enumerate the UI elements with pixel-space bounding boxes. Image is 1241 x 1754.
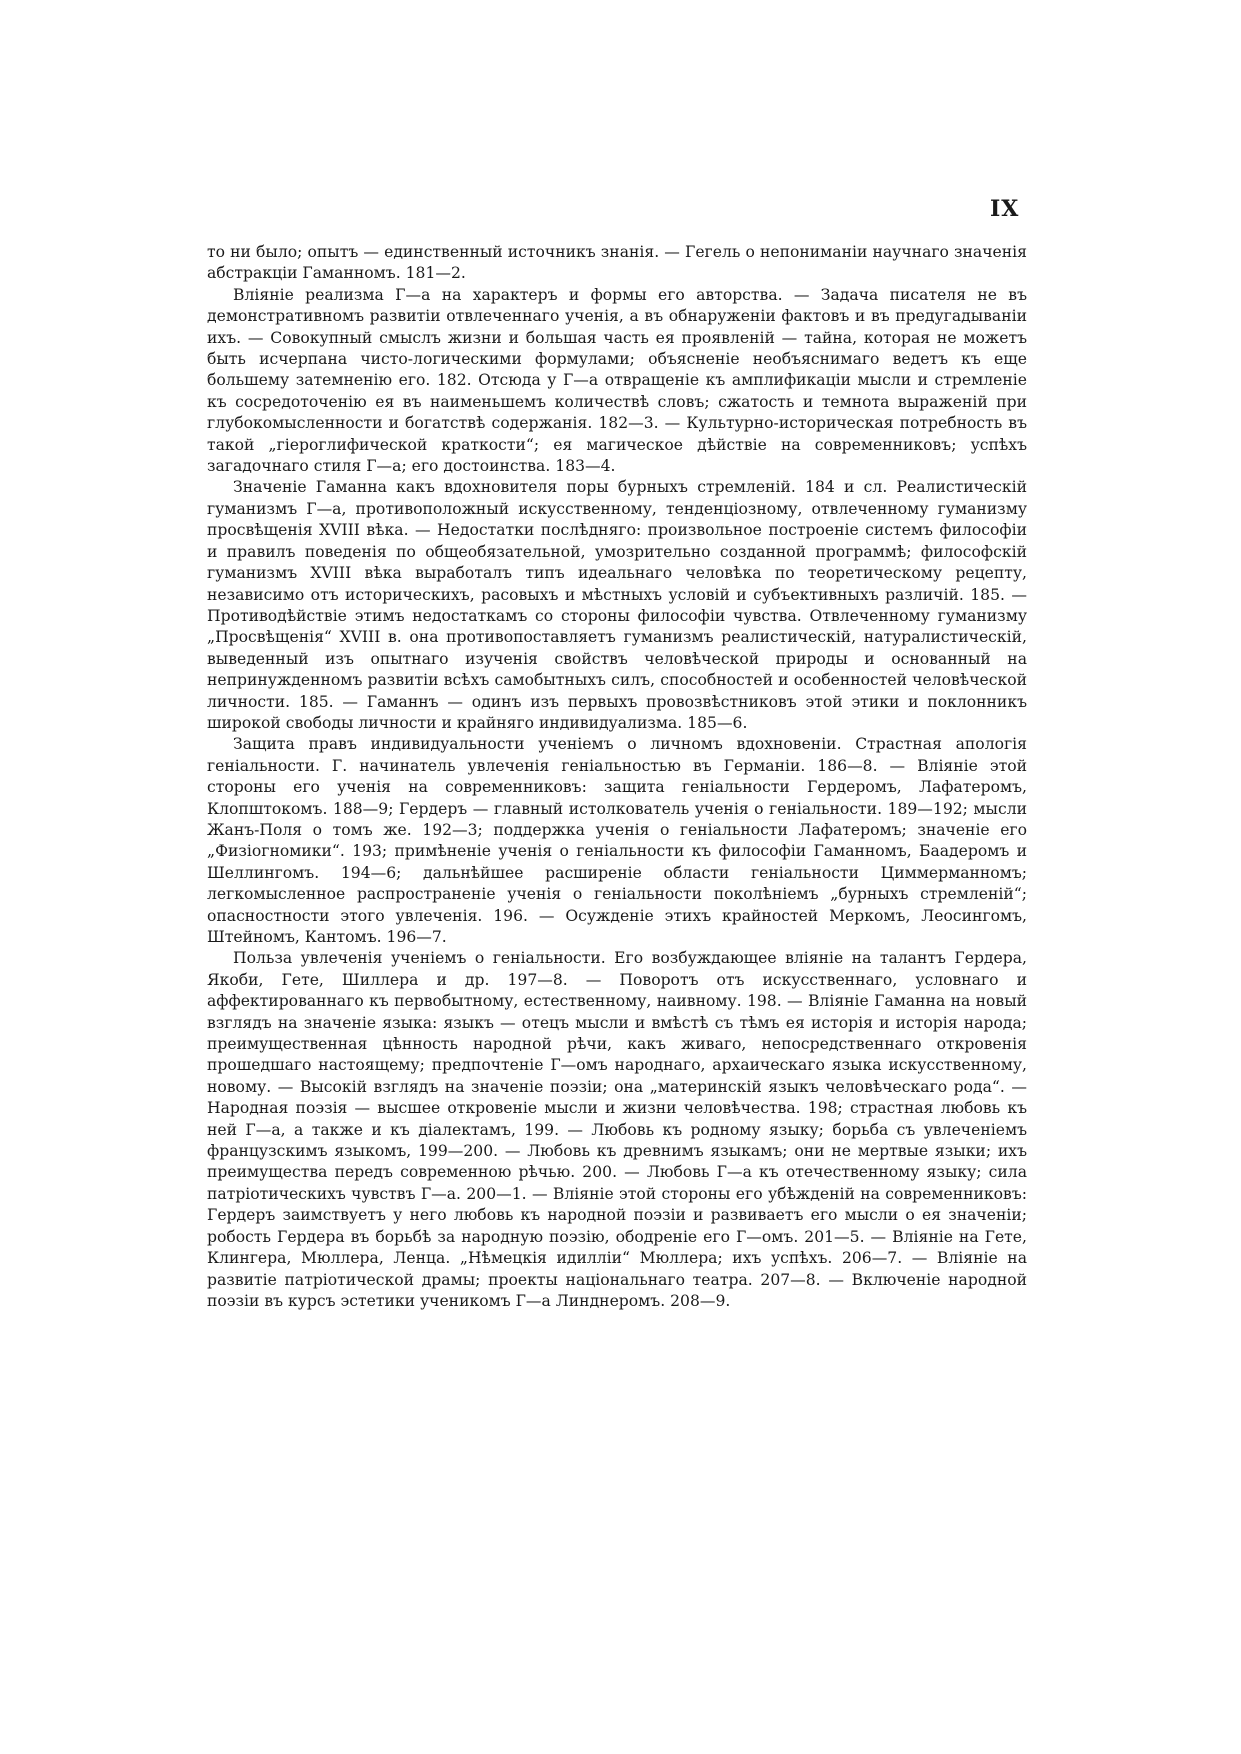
paragraph: Вліяніе реализма Г—а на характеръ и формы его авторства. — Задача писателя не въ демонстративномъ развитіи отвлеченнаго ученія, а въ обнаруженіи фактовъ и въ предугадываніи ихъ. — Совокупный смыслъ жизни и большая часть ея проявленій — тайна, которая не можетъ быть исчерпана чисто-логическими формулами; объясненіе необъяснимаго ведетъ къ еще большему затемненію его. 182. Отсюда у Г—а отвращеніе къ амплификаціи мысли и стремленіе къ сосредоточенію ея въ наименьшемъ количествѣ словъ; сжатость и темнота выраженій при глубокомысленности и богатствѣ содержанія. 182—3. — Культурно-историческая потребность въ такой „гіероглифической краткости“; ея магическое дѣйствіе на современниковъ; успѣхъ загадочнаго стиля Г—а; его достоинства. 183—4.	[207, 285, 1027, 476]
paragraph: Защита правъ индивидуальности ученіемъ о личномъ вдохновеніи. Страстная апологія геніальности. Г. начинатель увлеченія геніальностью въ Германіи. 186—8. — Вліяніе этой стороны его ученія на современниковъ: защита геніальности Гердеромъ, Лафатеромъ, Клопштокомъ. 188—9; Гердеръ — главный истолкователь ученія о геніальности. 189—192; мысли Жанъ-Поля о томъ же. 192—3; поддержка ученія о геніальности Лафатеромъ; значеніе его „Физіогномики“. 193; примѣненіе ученія о геніальности къ философіи Гаманномъ, Баадеромъ и Шеллингомъ. 194—6; дальнѣйшее расширеніе области геніальности Циммерманномъ; легкомысленное распространеніе ученія о геніальности поколѣніемъ „бурныхъ стремленій“; опасностности этого увлеченія. 196. — Осужденіе этихъ крайностей Меркомъ, Леосингомъ, Штейномъ, Кантомъ. 196—7.	[207, 735, 1027, 946]
paragraph: то ни было; опытъ — единственный источникъ знанія. — Гегель о непониманіи научнаго значенія абстракціи Гаманномъ. 181—2.	[207, 243, 1027, 283]
paragraph: Польза увлеченія ученіемъ о геніальности. Его возбуждающее вліяніе на талантъ Гердера, Якоби, Гете, Шиллера и др. 197—8. — Поворотъ отъ искусственнаго, условнаго и аффектированнаго къ первобытному, естественному, наивному. 198. — Вліяніе Гаманна на новый взглядъ на значеніе языка: языкъ — отецъ мысли и вмѣстѣ съ тѣмъ ея исторія и исторія народа; преимущественная цѣнность народной рѣчи, какъ живаго, непосредственнаго откровенія прошедшаго настоящему; предпочтеніе Г—омъ народнаго, архаическаго языка искусственному, новому. — Высокій взглядъ на значеніе поэзіи; она „материнскій языкъ человѣческаго рода“. — Народная поэзія — высшее откровеніе мысли и жизни человѣчества. 198; страстная любовь къ ней Г—а, а также и къ діалектамъ, 199. — Любовь къ родному языку; борьба съ увлеченіемъ французскимъ языкомъ, 199—200. — Любовь къ древнимъ языкамъ; они не мертвые языки; ихъ преимущества передъ современною рѣчью. 200. — Любовь Г—а къ отечественному языку; сила патріотическихъ чувствъ Г—а. 200—1. — Вліяніе этой стороны его убѣжденій на современниковъ: Гердеръ заимствуетъ у него любовь къ народной поэзіи и развиваетъ его мысли о ея значеніи; робость Гердера въ борьбѣ за народную поэзію, ободреніе его Г—омъ. 201—5. — Вліяніе на Гете, Клингера, Мюллера, Ленца. „Нѣмецкія идилліи“ Мюллера; ихъ успѣхъ. 206—7. — Вліяніе на развитіе патріотической драмы; проекты національнаго театра. 207—8. — Включеніе народной поэзіи въ курсъ эстетики ученикомъ Г—а Линднеромъ. 208—9.	[207, 949, 1027, 1310]
body-text	[207, 242, 1027, 1312]
paragraph: Значеніе Гаманна какъ вдохновителя поры бурныхъ стремленій. 184 и сл. Реалистическій гуманизмъ Г—а, противоположный искусственному, тенденціозному, отвлеченному гуманизму просвѣщенія XVIII вѣка. — Недостатки послѣдняго: произвольное построеніе системъ философіи и правилъ поведенія по общеобязательной, умозрительно созданной программѣ; философскій гуманизмъ XVIII вѣка выработалъ типъ идеальнаго человѣка по теоретическому рецепту, независимо отъ историческихъ, расовыхъ и мѣстныхъ условій и субъективныхъ различій. 185. — Противодѣйствіе этимъ недостаткамъ со стороны философіи чувства. Отвлеченному гуманизму „Просвѣщенія“ XVIII в. она противопоставляетъ гуманизмъ реалистическій, натуралистическій, выведенный изъ опытнаго изученія свойствъ человѣческой природы и основанный на непринужденномъ развитіи всѣхъ самобытныхъ силъ, способностей и особенностей человѣческой личности. 185. — Гаманнъ — одинъ изъ первыхъ провозвѣстниковъ этой этики и поклонникъ широкой свободы личности и крайняго индивидуализма. 185—6.	[207, 478, 1027, 732]
page-number: IX	[990, 196, 1020, 222]
